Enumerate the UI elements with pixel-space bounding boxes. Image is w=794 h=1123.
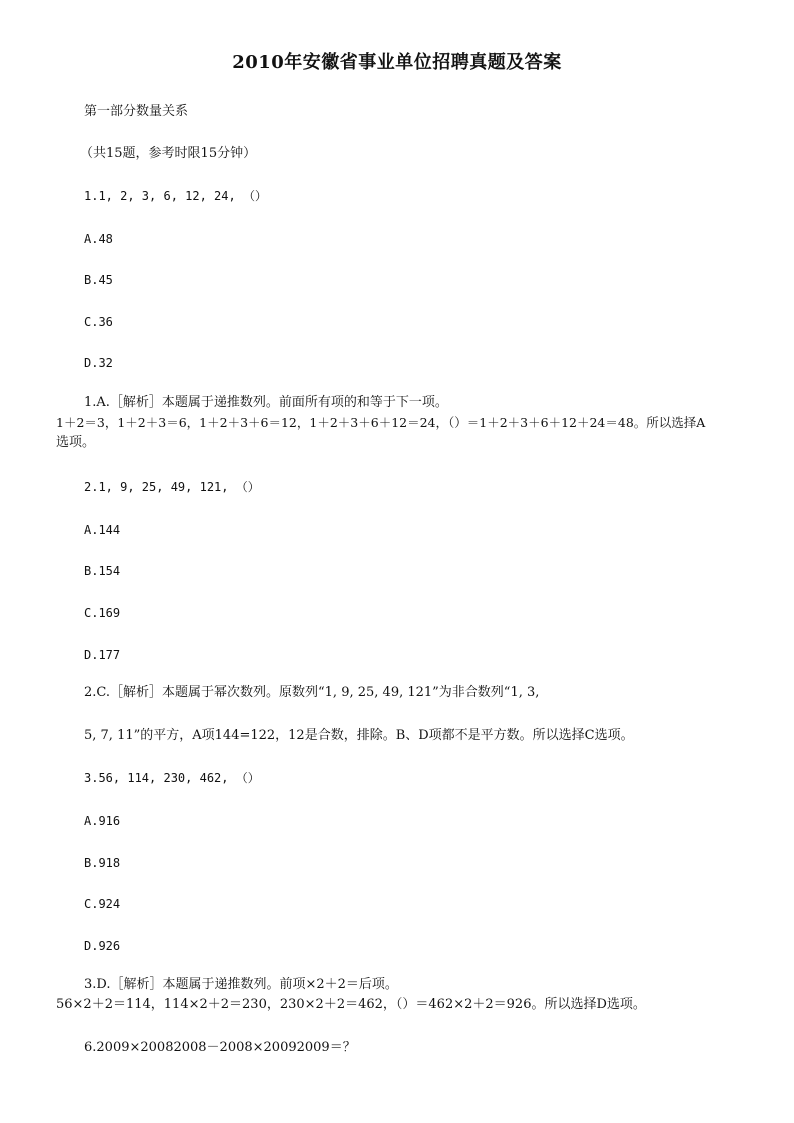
q3-answer-line-2: 56×2＋2＝114，114×2＋2＝230，230×2＋2＝462，（）＝462×2＋2＝926。所以选择D选项。 xyxy=(56,997,646,1012)
section-heading: 第一部分数量关系 xyxy=(84,104,189,119)
q2-option-b: B.154 xyxy=(84,564,121,578)
question-6: 6.2009×20082008－2008×20092009＝？ xyxy=(84,1040,356,1055)
question-1: 1.1, 2, 3, 6, 12, 24, （） xyxy=(84,189,267,203)
document-title: 2010年安徽省事业单位招聘真题及答案 xyxy=(232,52,562,73)
q2-answer-line-1: 2.C.［解析］本题属于幂次数列。原数列“1, 9, 25, 49, 121”为非合数列“1, 3, xyxy=(84,685,540,700)
q1-option-d: D.32 xyxy=(84,356,113,370)
q3-option-c: C.924 xyxy=(84,897,121,911)
q2-option-d: D.177 xyxy=(84,648,121,662)
q3-answer-line-1: 3.D.［解析］本题属于递推数列。前项×2＋2＝后项。 xyxy=(84,977,398,992)
q1-answer-line-3: 选项。 xyxy=(56,435,96,450)
q1-answer-line-2: 1＋2＝3，1＋2＋3＝6，1＋2＋3＋6＝12，1＋2＋3＋6＋12＝24，（）＝1＋2＋3＋6＋12＋24＝48。所以选择A xyxy=(56,415,706,430)
q1-option-c: C.36 xyxy=(84,315,113,329)
q2-option-c: C.169 xyxy=(84,606,121,620)
q3-option-a: A.916 xyxy=(84,814,121,828)
q1-option-b: B.45 xyxy=(84,273,113,287)
q1-answer-line-1: 1.A.［解析］本题属于递推数列。前面所有项的和等于下一项。 xyxy=(84,395,448,410)
question-2: 2.1, 9, 25, 49, 121, （） xyxy=(84,480,260,494)
instructions-text: （共15题，参考时限15分钟） xyxy=(80,146,257,161)
q3-option-d: D.926 xyxy=(84,939,121,953)
q2-option-a: A.144 xyxy=(84,523,121,537)
question-3: 3.56, 114, 230, 462, （） xyxy=(84,771,260,785)
q1-option-a: A.48 xyxy=(84,232,113,246)
q2-answer-line-2: 5, 7, 11”的平方，A项144=122，12是合数，排除。B、D项都不是平方数。所以选择C选项。 xyxy=(84,728,634,743)
q3-option-b: B.918 xyxy=(84,856,121,870)
